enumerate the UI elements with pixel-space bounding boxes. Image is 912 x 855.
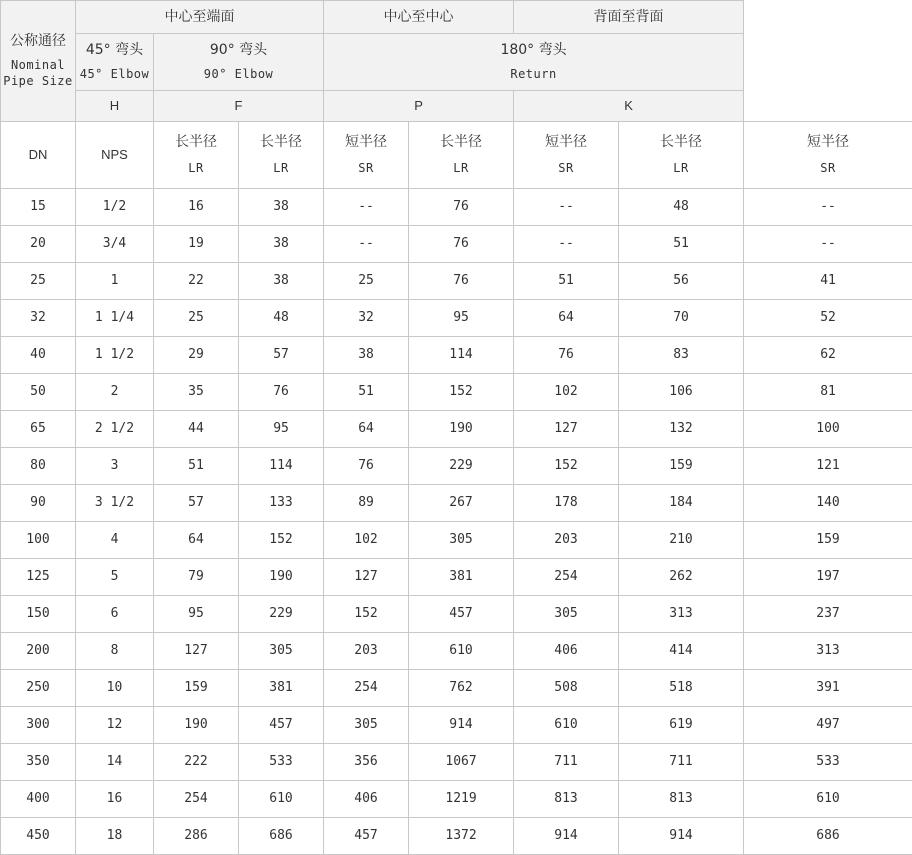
cell-dn: 20: [1, 226, 76, 263]
cell-p-lr: 229: [409, 448, 514, 485]
cell-k-lr: 48: [619, 189, 744, 226]
cell-p-lr: 76: [409, 226, 514, 263]
cell-nps: 3/4: [76, 226, 154, 263]
cell-k-sr: 610: [744, 781, 912, 818]
p-sr-code: SR: [514, 160, 618, 176]
cell-p-sr: 152: [514, 448, 619, 485]
cell-nps: 3: [76, 448, 154, 485]
cell-h-lr: 254: [154, 781, 239, 818]
cell-k-lr: 813: [619, 781, 744, 818]
cell-p-lr: 1067: [409, 744, 514, 781]
cell-p-sr: 76: [514, 337, 619, 374]
cell-nps: 3 1/2: [76, 485, 154, 522]
cell-f-lr: 48: [239, 300, 324, 337]
cell-dn: 15: [1, 189, 76, 226]
cell-h-lr: 190: [154, 707, 239, 744]
header-group-row: [1, 1, 912, 34]
cell-k-sr: 100: [744, 411, 912, 448]
cell-f-lr: 38: [239, 189, 324, 226]
dn-header: DN: [1, 122, 76, 189]
cell-h-lr: 35: [154, 374, 239, 411]
cell-f-sr: 76: [324, 448, 409, 485]
cell-f-sr: 254: [324, 670, 409, 707]
elbow-90-header: [154, 34, 324, 91]
cell-dn: 150: [1, 596, 76, 633]
cell-k-sr: --: [744, 189, 912, 226]
elbow-180-header: [324, 34, 744, 91]
cell-f-sr: 25: [324, 263, 409, 300]
group-back-to-back: 背面至背面: [514, 1, 744, 34]
nps-header: NPS: [76, 122, 154, 189]
cell-p-lr: 457: [409, 596, 514, 633]
cell-k-lr: 51: [619, 226, 744, 263]
table-row: [1, 300, 912, 337]
k-sr-cn: 短半径: [744, 133, 912, 152]
nominal-pipe-size-en: Nominal Pipe Size: [1, 57, 75, 89]
cell-k-lr: 83: [619, 337, 744, 374]
cell-k-sr: 52: [744, 300, 912, 337]
cell-f-sr: 32: [324, 300, 409, 337]
table-row: [1, 559, 912, 596]
k-lr-header: [619, 122, 744, 189]
table-row: [1, 374, 912, 411]
table-row: [1, 226, 912, 263]
cell-p-sr: 813: [514, 781, 619, 818]
cell-k-sr: 62: [744, 337, 912, 374]
table-row: [1, 633, 912, 670]
cell-p-sr: --: [514, 226, 619, 263]
cell-p-sr: 178: [514, 485, 619, 522]
f-sr-cn: 短半径: [324, 133, 408, 152]
table-row: [1, 411, 912, 448]
cell-p-lr: 914: [409, 707, 514, 744]
elbow-45-header: [76, 34, 154, 91]
cell-k-sr: 686: [744, 818, 912, 855]
cell-k-lr: 711: [619, 744, 744, 781]
h-lr-code: LR: [154, 160, 238, 176]
cell-h-lr: 95: [154, 596, 239, 633]
cell-p-sr: 305: [514, 596, 619, 633]
f-sr-header: [324, 122, 409, 189]
cell-dn: 80: [1, 448, 76, 485]
cell-nps: 10: [76, 670, 154, 707]
cell-k-lr: 518: [619, 670, 744, 707]
cell-f-sr: --: [324, 226, 409, 263]
cell-k-lr: 313: [619, 596, 744, 633]
nominal-pipe-size-cn: 公称通径: [1, 32, 75, 51]
cell-h-lr: 16: [154, 189, 239, 226]
elbow-45-en: 45° Elbow: [76, 66, 153, 82]
p-sr-cn: 短半径: [514, 133, 618, 152]
table-row: [1, 263, 912, 300]
h-lr-cn: 长半径: [154, 133, 238, 152]
f-lr-code: LR: [239, 160, 323, 176]
cell-k-sr: 533: [744, 744, 912, 781]
cell-h-lr: 22: [154, 263, 239, 300]
cell-f-lr: 686: [239, 818, 324, 855]
cell-f-lr: 114: [239, 448, 324, 485]
cell-p-lr: 1219: [409, 781, 514, 818]
k-sr-header: [744, 122, 912, 189]
p-lr-code: LR: [409, 160, 513, 176]
cell-nps: 16: [76, 781, 154, 818]
cell-h-lr: 57: [154, 485, 239, 522]
cell-k-lr: 70: [619, 300, 744, 337]
cell-nps: 14: [76, 744, 154, 781]
cell-p-sr: 508: [514, 670, 619, 707]
cell-f-lr: 533: [239, 744, 324, 781]
cell-f-sr: 127: [324, 559, 409, 596]
table-row: [1, 596, 912, 633]
cell-k-sr: 81: [744, 374, 912, 411]
cell-nps: 1/2: [76, 189, 154, 226]
cell-p-sr: --: [514, 189, 619, 226]
header-elbow-type-row: [1, 34, 912, 91]
cell-p-lr: 95: [409, 300, 514, 337]
cell-k-lr: 106: [619, 374, 744, 411]
cell-nps: 12: [76, 707, 154, 744]
cell-nps: 1: [76, 263, 154, 300]
cell-k-lr: 210: [619, 522, 744, 559]
cell-k-sr: 197: [744, 559, 912, 596]
table-row: [1, 522, 912, 559]
cell-dn: 65: [1, 411, 76, 448]
cell-f-sr: 38: [324, 337, 409, 374]
cell-p-sr: 914: [514, 818, 619, 855]
cell-nps: 4: [76, 522, 154, 559]
p-lr-header: [409, 122, 514, 189]
table-row: [1, 485, 912, 522]
cell-f-lr: 381: [239, 670, 324, 707]
cell-h-lr: 44: [154, 411, 239, 448]
dimension-code-h: H: [76, 91, 154, 122]
f-sr-code: SR: [324, 160, 408, 176]
cell-h-lr: 222: [154, 744, 239, 781]
cell-h-lr: 159: [154, 670, 239, 707]
cell-h-lr: 29: [154, 337, 239, 374]
cell-dn: 300: [1, 707, 76, 744]
cell-f-sr: --: [324, 189, 409, 226]
table-row: [1, 744, 912, 781]
cell-f-lr: 38: [239, 263, 324, 300]
f-lr-header: [239, 122, 324, 189]
cell-dn: 40: [1, 337, 76, 374]
dimension-code-p: P: [324, 91, 514, 122]
cell-k-sr: 313: [744, 633, 912, 670]
cell-h-lr: 19: [154, 226, 239, 263]
cell-k-sr: 41: [744, 263, 912, 300]
cell-nps: 2 1/2: [76, 411, 154, 448]
cell-nps: 18: [76, 818, 154, 855]
cell-k-sr: 159: [744, 522, 912, 559]
cell-dn: 125: [1, 559, 76, 596]
cell-dn: 25: [1, 263, 76, 300]
cell-h-lr: 64: [154, 522, 239, 559]
cell-f-lr: 610: [239, 781, 324, 818]
cell-f-lr: 152: [239, 522, 324, 559]
cell-nps: 1 1/2: [76, 337, 154, 374]
cell-dn: 200: [1, 633, 76, 670]
cell-h-lr: 79: [154, 559, 239, 596]
cell-k-lr: 619: [619, 707, 744, 744]
cell-f-sr: 305: [324, 707, 409, 744]
k-lr-cn: 长半径: [619, 133, 743, 152]
table-row: [1, 818, 912, 855]
elbow-180-en: Return: [324, 66, 743, 82]
group-center-to-center: 中心至中心: [324, 1, 514, 34]
cell-k-sr: 391: [744, 670, 912, 707]
dimension-code-f: F: [154, 91, 324, 122]
cell-k-lr: 56: [619, 263, 744, 300]
group-center-to-end: 中心至端面: [76, 1, 324, 34]
cell-k-sr: --: [744, 226, 912, 263]
cell-f-sr: 51: [324, 374, 409, 411]
f-lr-cn: 长半径: [239, 133, 323, 152]
h-lr-header: [154, 122, 239, 189]
cell-nps: 8: [76, 633, 154, 670]
cell-f-sr: 152: [324, 596, 409, 633]
cell-k-lr: 184: [619, 485, 744, 522]
cell-p-sr: 51: [514, 263, 619, 300]
cell-p-lr: 1372: [409, 818, 514, 855]
elbow-90-en: 90° Elbow: [154, 66, 323, 82]
cell-p-lr: 267: [409, 485, 514, 522]
table-row: [1, 337, 912, 374]
nominal-pipe-size-header: [1, 1, 76, 122]
cell-p-sr: 64: [514, 300, 619, 337]
cell-p-lr: 762: [409, 670, 514, 707]
cell-k-lr: 262: [619, 559, 744, 596]
k-lr-code: LR: [619, 160, 743, 176]
cell-p-lr: 381: [409, 559, 514, 596]
cell-k-lr: 914: [619, 818, 744, 855]
cell-dn: 100: [1, 522, 76, 559]
cell-p-sr: 406: [514, 633, 619, 670]
cell-k-sr: 140: [744, 485, 912, 522]
header-dimension-code-row: [1, 91, 912, 122]
cell-f-lr: 57: [239, 337, 324, 374]
header-radius-row: [1, 122, 912, 189]
cell-dn: 50: [1, 374, 76, 411]
k-sr-code: SR: [744, 160, 912, 176]
cell-p-lr: 190: [409, 411, 514, 448]
table-row: [1, 707, 912, 744]
cell-dn: 90: [1, 485, 76, 522]
cell-p-lr: 152: [409, 374, 514, 411]
table-row: [1, 189, 912, 226]
cell-f-lr: 457: [239, 707, 324, 744]
cell-f-lr: 190: [239, 559, 324, 596]
cell-k-lr: 159: [619, 448, 744, 485]
cell-f-lr: 305: [239, 633, 324, 670]
cell-f-lr: 76: [239, 374, 324, 411]
cell-p-sr: 127: [514, 411, 619, 448]
p-sr-header: [514, 122, 619, 189]
cell-dn: 32: [1, 300, 76, 337]
cell-f-sr: 89: [324, 485, 409, 522]
cell-f-lr: 95: [239, 411, 324, 448]
cell-p-lr: 114: [409, 337, 514, 374]
cell-nps: 5: [76, 559, 154, 596]
cell-p-sr: 102: [514, 374, 619, 411]
table-row: [1, 448, 912, 485]
cell-k-lr: 414: [619, 633, 744, 670]
table-row: [1, 670, 912, 707]
cell-p-lr: 305: [409, 522, 514, 559]
cell-f-sr: 356: [324, 744, 409, 781]
cell-p-lr: 610: [409, 633, 514, 670]
cell-nps: 2: [76, 374, 154, 411]
cell-f-sr: 203: [324, 633, 409, 670]
p-lr-cn: 长半径: [409, 133, 513, 152]
cell-k-lr: 132: [619, 411, 744, 448]
dimension-code-k: K: [514, 91, 744, 122]
cell-f-sr: 457: [324, 818, 409, 855]
cell-k-sr: 237: [744, 596, 912, 633]
cell-p-lr: 76: [409, 189, 514, 226]
cell-dn: 450: [1, 818, 76, 855]
cell-h-lr: 286: [154, 818, 239, 855]
cell-p-sr: 203: [514, 522, 619, 559]
elbow-90-cn: 90° 弯头: [154, 41, 323, 60]
elbow-180-cn: 180° 弯头: [324, 41, 743, 60]
cell-f-sr: 102: [324, 522, 409, 559]
cell-nps: 1 1/4: [76, 300, 154, 337]
cell-k-sr: 121: [744, 448, 912, 485]
cell-nps: 6: [76, 596, 154, 633]
cell-f-lr: 229: [239, 596, 324, 633]
cell-f-sr: 64: [324, 411, 409, 448]
cell-p-lr: 76: [409, 263, 514, 300]
cell-h-lr: 127: [154, 633, 239, 670]
cell-dn: 350: [1, 744, 76, 781]
cell-k-sr: 497: [744, 707, 912, 744]
elbow-45-cn: 45° 弯头: [76, 41, 153, 60]
cell-f-sr: 406: [324, 781, 409, 818]
cell-h-lr: 51: [154, 448, 239, 485]
cell-dn: 400: [1, 781, 76, 818]
cell-f-lr: 133: [239, 485, 324, 522]
cell-p-sr: 610: [514, 707, 619, 744]
cell-p-sr: 711: [514, 744, 619, 781]
cell-p-sr: 254: [514, 559, 619, 596]
cell-dn: 250: [1, 670, 76, 707]
table-row: [1, 781, 912, 818]
cell-f-lr: 38: [239, 226, 324, 263]
cell-h-lr: 25: [154, 300, 239, 337]
